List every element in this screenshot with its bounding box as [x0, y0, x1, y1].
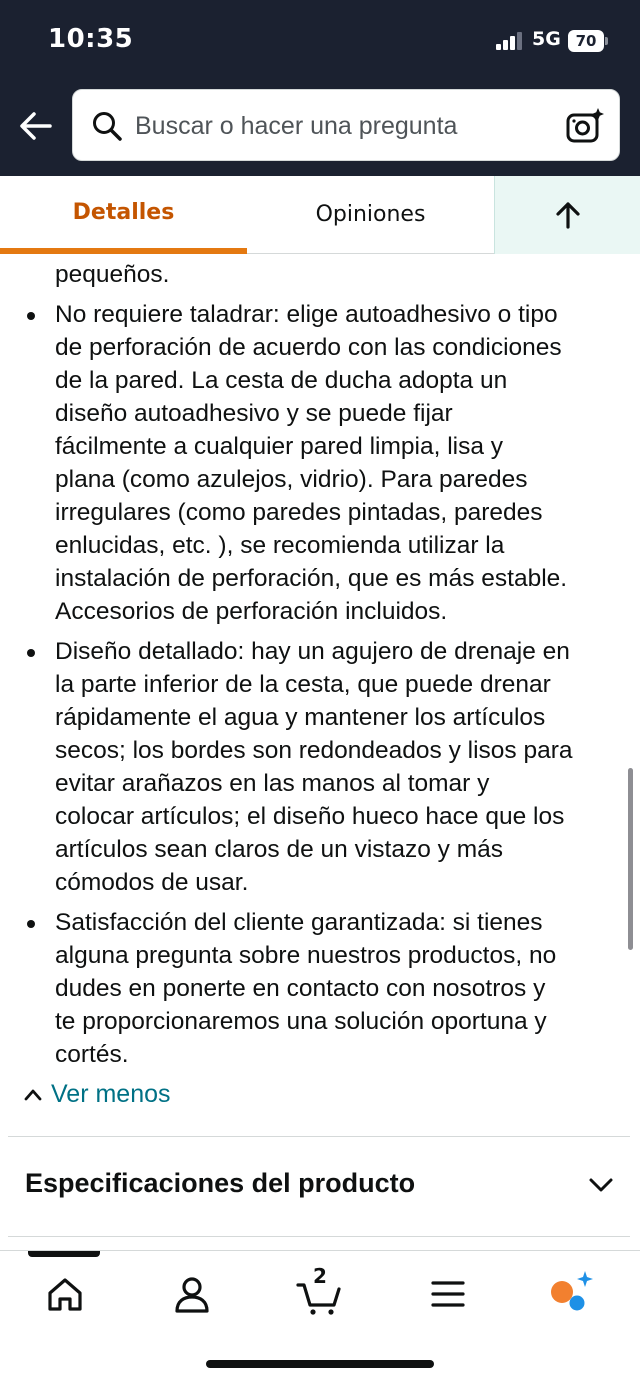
list-item-line: plana (como azulejos, vidrio). Para paredes — [55, 466, 528, 493]
back-arrow-icon[interactable] — [18, 108, 54, 144]
list-item-line: Diseño detallado: hay un agujero de drenaje en — [55, 638, 570, 665]
list-item-line: te proporcionaremos una solución oportuna y — [55, 1008, 547, 1035]
list-item-line: de perforación de acuerdo con las condiciones — [55, 334, 562, 361]
battery-icon — [568, 30, 608, 52]
list-item-line: colocar artículos; el diseño hueco hace que los — [55, 803, 565, 830]
list-item-line: evitar arañazos en las manos al tomar y — [55, 770, 490, 797]
search-icon — [91, 110, 123, 142]
list-item-line: instalación de perforación, que es más estable. — [55, 565, 568, 592]
specs-title: Especificaciones del producto — [25, 1168, 416, 1198]
home-indicator[interactable] — [206, 1360, 434, 1368]
list-item-continued: pequeños. — [55, 261, 170, 288]
tab-details[interactable] — [0, 176, 247, 254]
product-tabs — [0, 176, 640, 254]
list-item-line: de la pared. La cesta de ducha adopta un — [55, 367, 508, 394]
see-less-label: Ver menos — [51, 1080, 171, 1108]
bullet-dot — [27, 920, 35, 928]
camera-search-icon[interactable] — [565, 106, 605, 146]
network-type: 5G — [532, 28, 561, 50]
app-header — [0, 0, 640, 176]
search-bar[interactable] — [72, 89, 620, 161]
battery-level: 70 — [568, 30, 604, 52]
arrow-up-icon — [553, 200, 583, 230]
list-item-line: cortés. — [55, 1041, 129, 1068]
list-item-line: irregulares (como paredes pintadas, paredes — [55, 499, 543, 526]
menu-icon[interactable] — [423, 1269, 473, 1319]
list-item-line: secos; los bordes son redondeados y lisos para — [55, 737, 573, 764]
product-details-content — [0, 254, 640, 1250]
status-time: 10:35 — [48, 24, 134, 54]
list-item-line: enlucidas, etc. ), se recomienda utilizar la — [55, 532, 505, 559]
list-item-line: diseño autoadhesivo y se puede fijar — [55, 400, 453, 427]
home-icon[interactable] — [40, 1269, 90, 1319]
section-divider — [8, 1136, 630, 1137]
list-item-line: cómodos de usar. — [55, 869, 249, 896]
list-item-line: Accesorios de perforación incluidos. — [55, 598, 448, 625]
tab-details-label: Detalles — [72, 200, 175, 225]
tab-reviews-label: Opiniones — [315, 202, 426, 227]
cellular-signal-icon — [496, 32, 524, 50]
chevron-up-icon — [24, 1088, 42, 1102]
tab-reviews[interactable] — [247, 176, 494, 254]
chevron-down-icon — [588, 1176, 614, 1194]
list-item-line: No requiere taladrar: elige autoadhesivo o tipo — [55, 301, 558, 328]
list-item-line: Satisfacción del cliente garantizada: si tienes — [55, 909, 543, 936]
list-item-line: alguna pregunta sobre nuestros productos, no — [55, 942, 557, 969]
rufus-assistant-icon[interactable] — [550, 1269, 600, 1319]
list-item-line: fácilmente a cualquier pared limpia, lisa y — [55, 433, 504, 460]
list-item-line: rápidamente el agua y mantener los artículos — [55, 704, 546, 731]
list-item-line: artículos sean claros de un vistazo y más — [55, 836, 504, 863]
list-item-line: dudes en ponerte en contacto con nosotros y — [55, 975, 546, 1002]
bullet-dot — [27, 312, 35, 320]
active-nav-indicator — [28, 1251, 100, 1257]
search-input[interactable]: Buscar o hacer una pregunta — [135, 112, 458, 140]
account-icon[interactable] — [167, 1269, 217, 1319]
cart-count-badge: 2 — [313, 1264, 327, 1288]
scroll-to-top-button[interactable] — [494, 176, 640, 254]
bullet-dot — [27, 649, 35, 657]
list-item-line: la parte inferior de la cesta, que puede drenar — [55, 671, 551, 698]
specs-section-toggle[interactable] — [0, 1144, 640, 1244]
scrollbar[interactable] — [628, 768, 633, 950]
section-divider — [8, 1236, 630, 1237]
